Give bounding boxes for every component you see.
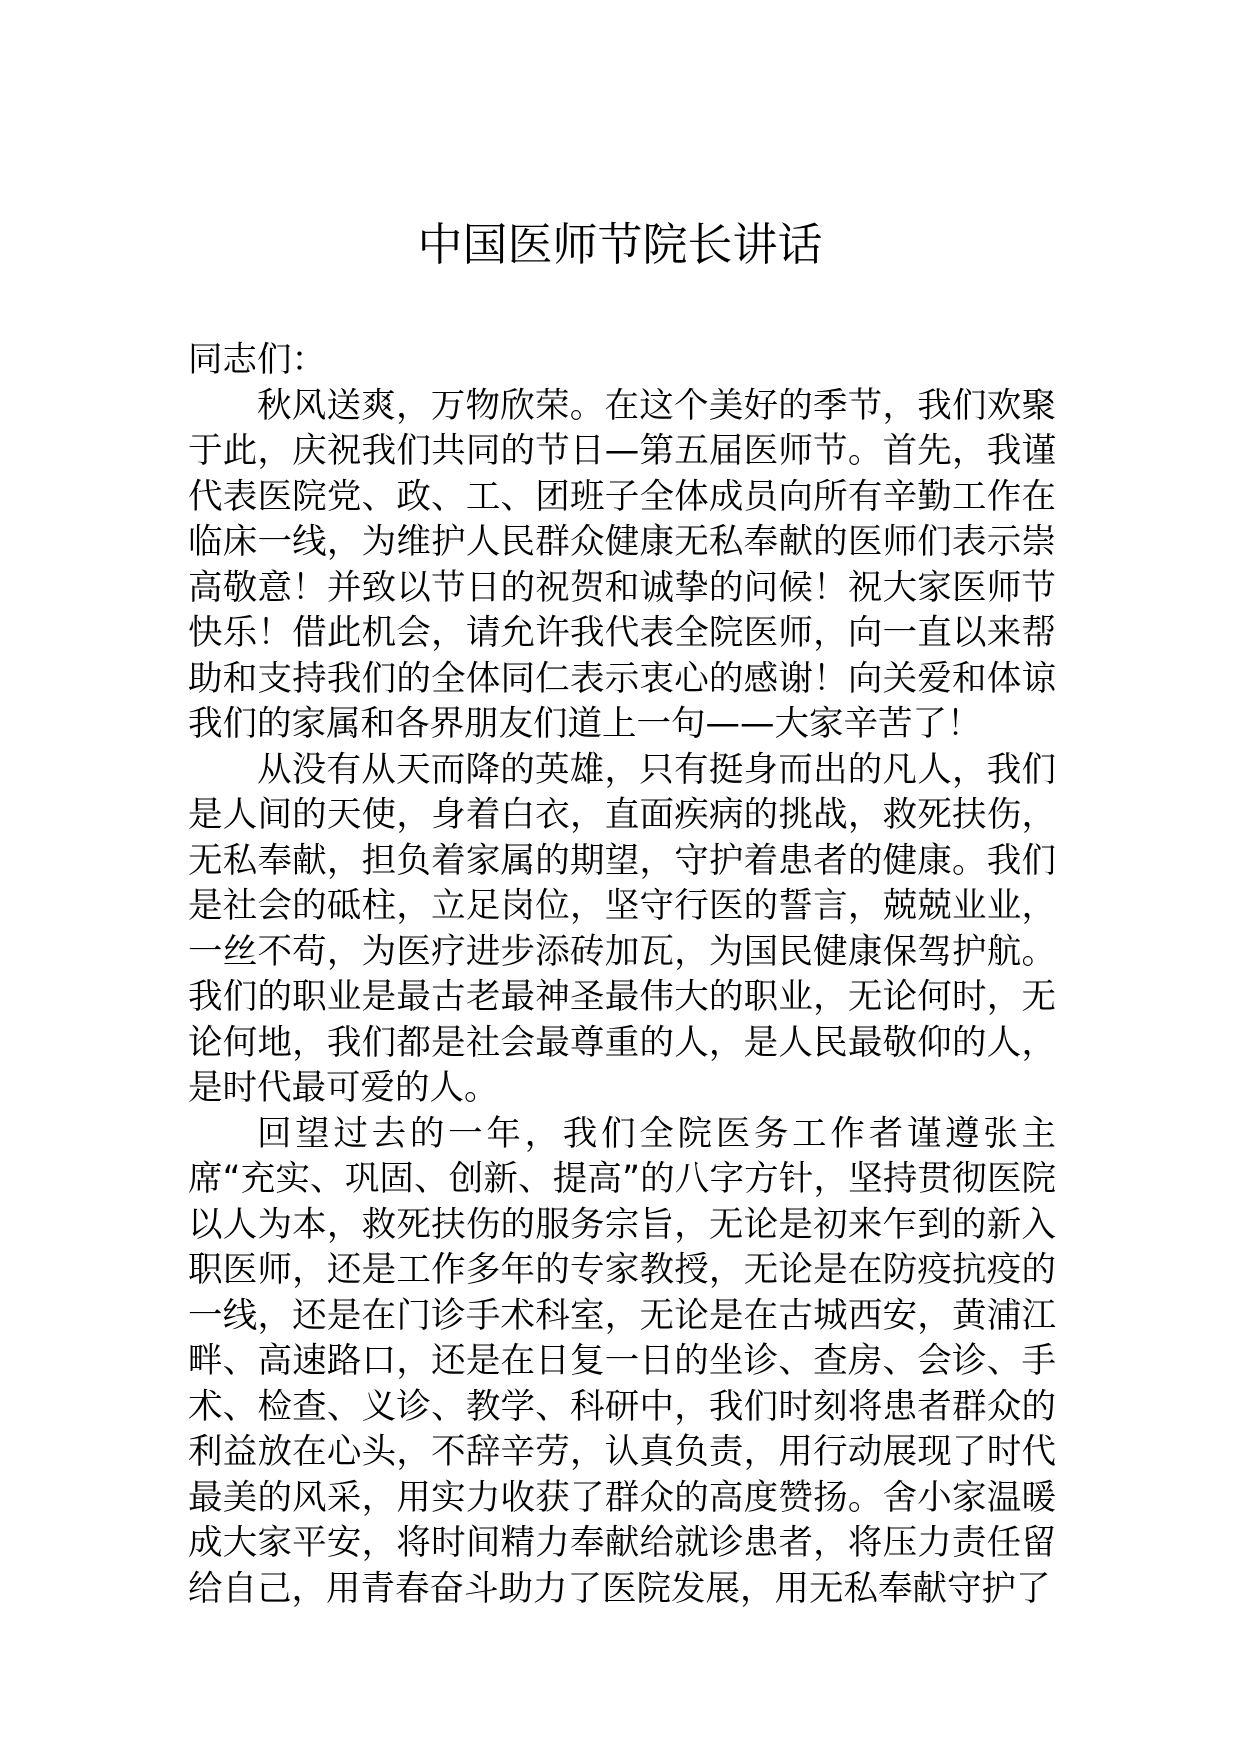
document-body [188, 338, 1056, 1612]
paragraph-2: 从没有从天而降的英雄，只有挺身而出的凡人，我们是人间的天使，身着白衣，直面疾病的挑战，救死扶伤，无私奉献，担负着家属的期望，守护着患者的健康。我们是社会的砥柱，立足岗位，坚守行医的誓言，兢兢业业，一丝不苟，为医疗进步添砖加瓦，为国民健康保驾护航。我们的职业是最古老最神圣最伟大的职业，无论何时，无论何地，我们都是社会最尊重的人，是人民最敬仰的人，是时代最可爱的人。 [188, 749, 1056, 1108]
paragraph-1: 秋风送爽，万物欣荣。在这个美好的季节，我们欢聚于此，庆祝我们共同的节日—第五届医师节。首先，我谨代表医院党、政、工、团班子全体成员向所有辛勤工作在临床一线，为维护人民群众健康无私奉献的医师们表示崇高敬意！并致以节日的祝贺和诚挚的问候！祝大家医师节快乐！借此机会，请允许我代表全院医师，向一直以来帮助和支持我们的全体同仁表示衷心的感谢！向关爱和体谅我们的家属和各界朋友们道上一句——大家辛苦了！ [188, 385, 1056, 744]
document-title: 中国医师节院长讲话 [417, 218, 823, 271]
salutation: 同志们： [188, 340, 326, 380]
paragraph-3: 回望过去的一年，我们全院医务工作者谨遵张主席“充实、巩固、创新、提高”的八字方针，坚持贯彻医院以人为本，救死扶伤的服务宗旨，无论是初来乍到的新入职医师，还是工作多年的专家教授，无论是在防疫抗疫的一线，还是在门诊手术科室，无论是在古城西安，黄浦江畔、高速路口，还是在日复一日的坐诊、查房、会诊、手术、检查、义诊、教学、科研中，我们时刻将患者群众的利益放在心头，不辞辛劳，认真负责，用行动展现了时代最美的风采，用实力收获了群众的高度赞扬。舍小家温暖成大家平安，将时间精力奉献给就诊患者，将压力责任留给自己，用青春奋斗助力了医院发展，用无私奉献守护了 [188, 1113, 1056, 1609]
